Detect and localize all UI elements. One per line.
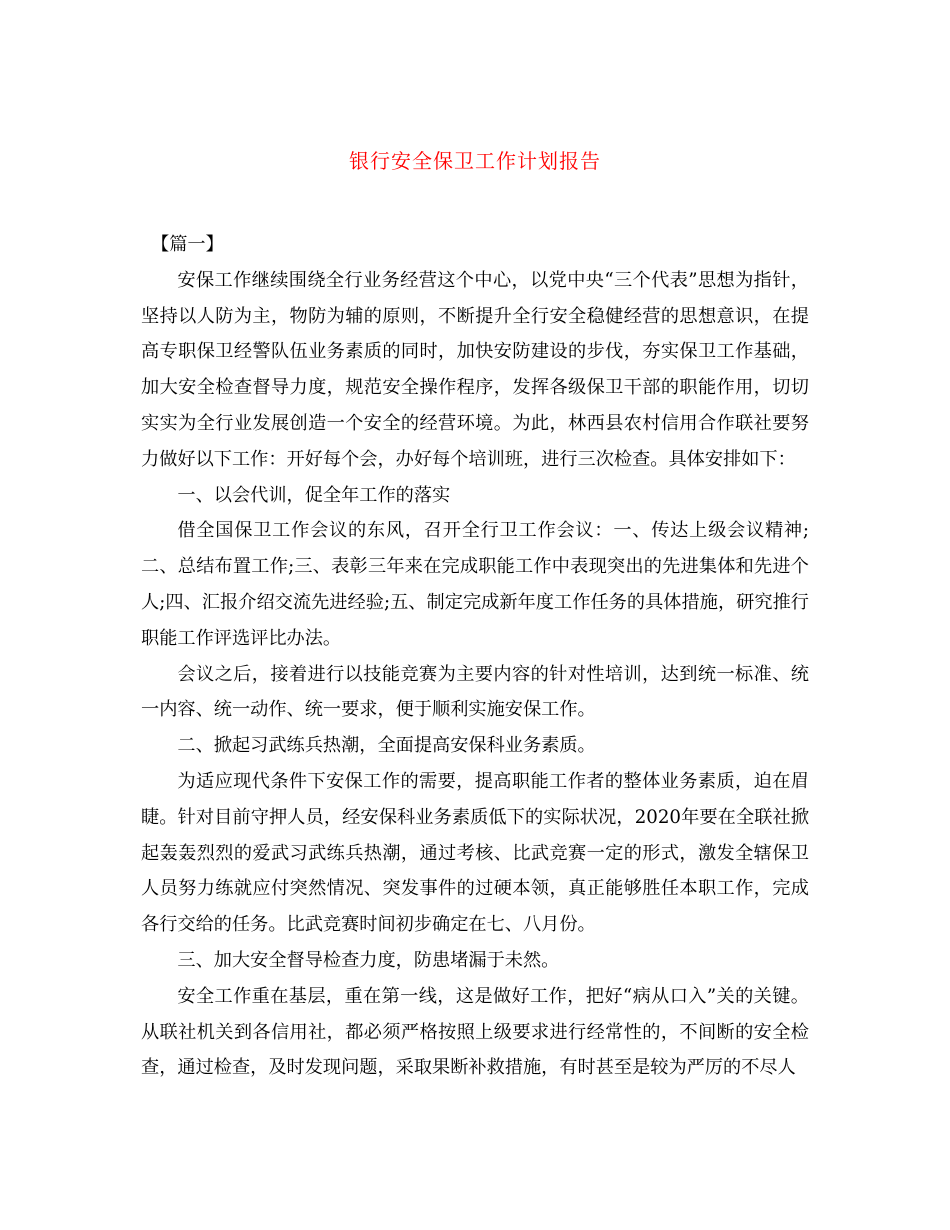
- section-heading: 三、加大安全督导检查力度，防患堵漏于未然。: [177, 949, 560, 971]
- paragraph: 借全国保卫工作会议的东风，召开全行卫工作会议：一、传达上级会议精神;二、总结布置工作;三、表彰三年来在完成职能工作中表现突出的先进集体和先进个人;四、汇报介绍交流先进经验;五、制定完成新年度工作任务的具体措施，研究推行职能工作评选评比办法。: [141, 520, 809, 649]
- section-heading: 一、以会代训，促全年工作的落实: [177, 484, 451, 506]
- paragraph: 会议之后，接着进行以技能竞赛为主要内容的针对性培训，达到统一标准、统一内容、统一动作、统一要求，便于顺利实施安保工作。: [141, 663, 809, 721]
- paragraph: 为适应现代条件下安保工作的需要，提高职能工作者的整体业务素质，迫在眉睫。针对目前守押人员，经安保科业务素质低下的实际状况，2020年要在全联社掀起轰轰烈烈的爱武习武练兵热潮，通过考核、比武竞赛一定的形式，激发全辖保卫人员努力练就应付突然情况、突发事件的过硬本领，真正能够胜任本职工作，完成各行交给的任务。比武竞赛时间初步确定在七、八月份。: [141, 770, 809, 936]
- paragraph: 安保工作继续围绕全行业务经营这个中心，以党中央“三个代表”思想为指针，坚持以人防为主，物防为辅的原则，不断提升全行安全稳健经营的思想意识，在提高专职保卫经警队伍业务素质的同时，加快安防建设的步伐，夯实保卫工作基础，加大安全检查督导力度，规范安全操作程序，发挥各级保卫干部的职能作用，切切实实为全行业发展创造一个安全的经营环境。为此，林西县农村信用合作联社要努力做好以下工作：开好每个会，办好每个培训班，进行三次检查。具体安排如下：: [141, 269, 809, 470]
- document-body: [141, 227, 809, 1086]
- section-heading: 二、掀起习武练兵热潮，全面提高安保科业务素质。: [177, 735, 596, 757]
- section-label: 【篇一】: [151, 234, 224, 255]
- paragraph: 安全工作重在基层，重在第一线，这是做好工作，把好“病从口入”关的关键。从联社机关到各信用社，都必须严格按照上级要求进行经常性的，不间断的安全检查，通过检查，及时发现问题，采取果断补救措施，有时甚至是较为严厉的不尽人: [141, 985, 809, 1079]
- document-title: 银行安全保卫工作计划报告: [349, 149, 601, 173]
